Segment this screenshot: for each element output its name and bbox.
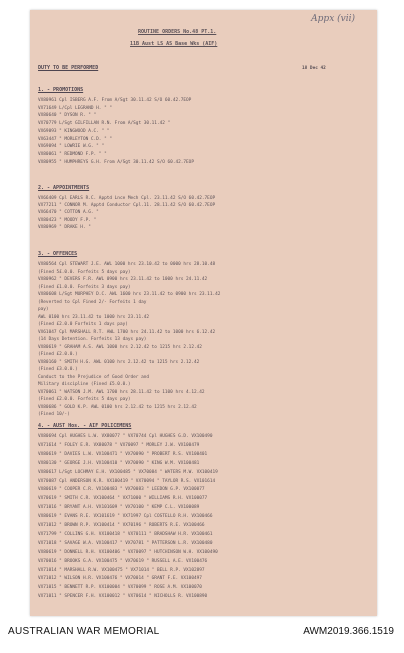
section-row: (Reverted to Cpl Fined 2/- Forfeits 1 day xyxy=(38,299,147,305)
section-row: VX80961 Cpl ISBERG A.F. From A/Sgt 30.11.42 S/O 60.42.7EOP xyxy=(38,98,192,103)
section-row: VX80160 " SMITH H.G. AWL 0100 hrs 2.12.42 to 1215 hrs 2.12.42 xyxy=(38,359,200,365)
document-subtitle: 11B Aust LS AS Base Wks (AIF) xyxy=(130,41,218,47)
section-row: (Fined £2.0.0. Forfeits 5 days pay) xyxy=(38,397,131,402)
section-row: (Fined £2.0.0 Forfeits 1 days pay) xyxy=(38,322,128,327)
section-row: VX71016 " BRYANT A.H. VX101609 " VX70100 " KEMP C.L. VX100089 xyxy=(38,505,200,511)
section-row: VX80955 " HUMPHREYS G.H. From A/Sgt 30.11.42 S/O 60.42.7EOP xyxy=(38,159,194,165)
section-row: VX71015 " BENNETT R.P. VX100004 " VX70099 " ROSE A.M. VX100070 xyxy=(38,585,202,591)
footer xyxy=(0,622,404,644)
section-row: (Fined 5£.0.0. Forfeits 5 days pay) xyxy=(38,269,131,275)
section-row: VX80686 " GOLD K.P. AWL 0100 hrs 2.12.42 to 1215 hrs 2.12.42 xyxy=(38,404,197,410)
duty-heading: DUTY TO BE PERFORMED xyxy=(38,65,99,71)
section-row: VX70779 L/Sgt GILFILLAN R.N. From A/Sgt 30.11.42 " xyxy=(38,121,171,127)
section-row: AWL 0100 hrs 23.11.42 to 1000 hrs 23.11.42 xyxy=(38,314,150,320)
section-row: VX66470 " COTTON A.G. " xyxy=(38,210,99,216)
section-row: VX71014 " MARSHALL R.W. VX100475 " VX71014 " BELL R.P. VX102897 xyxy=(38,567,205,573)
section-row: VX71799 " COLLINS G.H. VX100418 " VX70111 " BRADSHAW H.R. VX100461 xyxy=(38,531,213,537)
section-heading: 1. - PROMOTIONS xyxy=(38,87,84,93)
section-row: (Fined 10/-) xyxy=(38,412,70,417)
section-row: VX63447 " MORLEYTON C.D. " " xyxy=(38,136,113,142)
section-heading: 3. - OFFENCES xyxy=(38,251,78,257)
section-row: VX80619 " DONNELL R.H. VX100406 " VX70097 " HUTCHINSON W.H. VX100490 xyxy=(38,549,218,555)
section-row: VX70016 " BROOKS G.A. VX100475 " VX70619 " RUSSELL A.E. VX100476 xyxy=(38,558,208,564)
section-row: VX80694 Cpl HUGHES L.W. VX80077 " VX70744 Cpl HUGHES G.D. VX100490 xyxy=(38,434,213,439)
section-row: VX80619 " GRAHAM A.S. AWL 1000 hrs 2.12.42 to 1215 hrs 2.12.42 xyxy=(38,344,202,350)
section-row: VX80130 " GEORGE J.H. VX100410 " VX70090 " KING W.M. VX100481 xyxy=(38,460,200,466)
section-row: VX71012 " WILSON H.R. VX100476 " VX70014 " GRANT F.E. VX100497 xyxy=(38,576,202,582)
section-row: VX66409 Cpl EARLS R.C. Apptd Lnce Mech Cpl. 23.11.42 S/O 60.42.7EOP xyxy=(38,196,216,201)
section-row: pay) xyxy=(38,307,49,312)
section-row: VX80423 " MOODY F.P. " xyxy=(38,217,97,223)
document-date: 18 Dec 42 xyxy=(302,66,326,71)
section-row: VX80061 " REDMOND F.P. " " xyxy=(38,151,107,157)
section-row: VX70061 " WATSON J.M. AWL 1700 hrs 28.11.42 to 1100 hrs 4.12.42 xyxy=(38,389,205,395)
section-heading: 4. - AUST Hos. - AIF POLICEMENS xyxy=(38,423,132,429)
section-row: VX80962 " DEVERS F.R. AWL 0900 hrs 23.11.42 to 1000 hrs 24.11.42 xyxy=(38,277,208,282)
section-row: VX71012 " BROWN R.P. VX100414 " VX70196 " ROBERTS R.E. VX100466 xyxy=(38,523,205,528)
section-row: Military discipline (Fined £5.0.0.) xyxy=(38,382,131,387)
section-row: VX80619 " EVANS R.E. VX101619 " VX71997 Cpl COSTELLO R.H. VX100466 xyxy=(38,514,213,520)
section-row: VX69093 " KINGWOOD A.C. " " xyxy=(38,128,110,134)
section-row: VX77211 " CONNOR M. Apptd Conductor Cpl.11. 28.11.42 S/O 60.42.7EOP xyxy=(38,203,216,209)
section-row: VX70619 " SMITH C.R. VX100464 " VX71000 " WILLIAMS R.H. VX100077 xyxy=(38,496,208,502)
section-row: (Fined £1.0.0. Forfeits 3 days pay) xyxy=(38,284,131,290)
footer-reference: AWM2019.366.1519 xyxy=(303,626,394,637)
section-row: VX80608 L/Sgt MURPHEY D.C. AWL 1600 hrs 23.11.42 to 0900 hrs 23.11.42 xyxy=(38,292,221,297)
section-row: VX80619 " DAVIES L.W. VX100471 " VX70090 " PROBERT R.S. VX100401 xyxy=(38,451,208,457)
section-row: VX80619 " COOPER C.R. VX100483 " VX70083 " LEEDON G.P. VX100077 xyxy=(38,487,205,493)
section-row: VX80617 L/Sgt LOCHMAY E.H. VX100485 " VX70084 " WATERS M.W. VX100419 xyxy=(38,469,218,475)
section-row: VX80640 " DYSON R. " " xyxy=(38,113,97,119)
section-row: VX71011 " SPENCER F.H. VX100012 " VX70614 " NICHOLLS R. VX100890 xyxy=(38,594,208,600)
section-row: (14 Days Detention. Forfeits 13 days pay) xyxy=(38,337,147,342)
section-row: Conduct to the Prejudice of Good Order and xyxy=(38,374,150,380)
section-row: VX71649 L/Cpl LEGRAND H. " " xyxy=(38,105,113,111)
section-row: VX80969 " DRAKE H. " xyxy=(38,224,91,230)
footer-source: AUSTRALIAN WAR MEMORIAL xyxy=(8,626,160,637)
section-row: VX80564 Cpl STEWART J.E. AWL 1000 hrs 23.10.42 to 0000 hrs 28.10.48 xyxy=(38,262,216,267)
document-sheet xyxy=(30,10,377,616)
document-title: ROUTINE ORDERS No.48 PT.1. xyxy=(138,29,217,35)
section-row: (Fined £3.0.0.) xyxy=(38,367,78,372)
section-row: VX71614 " FOLEY E.R. VX80078 " VX70097 " MORLEY J.W. VX100479 xyxy=(38,442,200,448)
section-row: VX70087 Cpl ANDERSON K.R. VX100419 " VX70094 " TAYLOR R.S. VX101614 xyxy=(38,478,216,484)
section-row: VX71018 " SAVAGE W.A. VX100417 " VX70781 " PATTERSON L.R. VX100480 xyxy=(38,540,213,546)
handwritten-annotation: Appx (vii) xyxy=(311,14,355,24)
section-row: VX61047 Cpl MARSHALL R.T. AWL 1700 hrs 24.11.42 to 1000 hrs 6.12.42 xyxy=(38,329,216,335)
section-row: (Fined £2.0.0.) xyxy=(38,352,78,357)
section-heading: 2. - APPOINTMENTS xyxy=(38,185,90,191)
section-row: VX69094 " LOWRIE W.G. " " xyxy=(38,144,105,150)
